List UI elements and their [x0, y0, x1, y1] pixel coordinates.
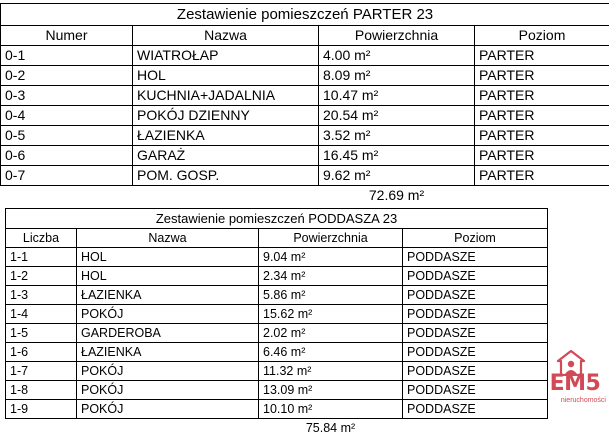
column-header-powierzchnia: Powierzchnia — [259, 229, 403, 248]
table-row — [1, 146, 609, 166]
column-header-numer: Numer — [1, 26, 133, 46]
room-area: 6.46 m² — [259, 343, 403, 362]
room-level: PARTER — [475, 66, 609, 86]
room-number: 0-1 — [1, 46, 133, 66]
table-row — [1, 86, 609, 106]
room-area: 5.86 m² — [259, 286, 403, 305]
column-header-poziom: Poziom — [475, 26, 609, 46]
room-level: PARTER — [475, 106, 609, 126]
room-level: PODDASZE — [403, 343, 548, 362]
table-row — [1, 66, 609, 86]
room-name: HOL — [133, 66, 319, 86]
room-area: 3.52 m² — [319, 126, 475, 146]
room-level: PARTER — [475, 126, 609, 146]
room-level: PODDASZE — [403, 381, 548, 400]
room-area: 2.34 m² — [259, 267, 403, 286]
table-row — [6, 381, 548, 400]
poddasze-header-row — [6, 229, 548, 248]
room-name: ŁAZIENKA — [77, 343, 259, 362]
table-row — [1, 106, 609, 126]
parter-total-area: 72.69 m² — [319, 186, 475, 206]
room-name: POKÓJ — [77, 400, 259, 419]
table-row — [6, 400, 548, 419]
total-row — [6, 419, 548, 437]
room-area: 4.00 m² — [319, 46, 475, 66]
room-number: 1-8 — [6, 381, 77, 400]
parter-table-title: Zestawienie pomieszczeń PARTER 23 — [1, 4, 609, 26]
room-number: 1-5 — [6, 324, 77, 343]
room-name: HOL — [77, 248, 259, 267]
table-row — [1, 46, 609, 66]
room-name: GARDEROBA — [77, 324, 259, 343]
room-level: PARTER — [475, 166, 609, 186]
room-level: PODDASZE — [403, 267, 548, 286]
room-name: GARAŻ — [133, 146, 319, 166]
room-number: 0-6 — [1, 146, 133, 166]
room-area: 20.54 m² — [319, 106, 475, 126]
poddasze-total-area: 75.84 m² — [259, 419, 403, 437]
room-name: WIATROŁAP — [133, 46, 319, 66]
room-level: PARTER — [475, 86, 609, 106]
room-number: 1-2 — [6, 267, 77, 286]
table-row — [6, 305, 548, 324]
room-number: 1-1 — [6, 248, 77, 267]
room-name: POKÓJ — [77, 362, 259, 381]
room-number: 1-6 — [6, 343, 77, 362]
room-number: 1-3 — [6, 286, 77, 305]
parter-header-row — [1, 26, 609, 46]
total-row — [1, 186, 609, 206]
poddasze-table-title: Zestawienie pomieszczeń PODDASZA 23 — [6, 209, 548, 229]
table-row — [6, 248, 548, 267]
table-row — [6, 343, 548, 362]
room-name: ŁAZIENKA — [77, 286, 259, 305]
room-level: PODDASZE — [403, 324, 548, 343]
room-level: PODDASZE — [403, 286, 548, 305]
room-name: POKÓJ DZIENNY — [133, 106, 319, 126]
room-area: 13.09 m² — [259, 381, 403, 400]
room-name: KUCHNIA+JADALNIA — [133, 86, 319, 106]
room-area: 10.10 m² — [259, 400, 403, 419]
room-name: POM. GOSP. — [133, 166, 319, 186]
room-area: 11.32 m² — [259, 362, 403, 381]
room-number: 0-7 — [1, 166, 133, 186]
logo-brand: EM5 — [544, 372, 606, 396]
room-area: 2.02 m² — [259, 324, 403, 343]
table-row — [6, 286, 548, 305]
room-area: 9.04 m² — [259, 248, 403, 267]
room-number: 0-2 — [1, 66, 133, 86]
poddasze-table — [5, 208, 548, 437]
room-area: 10.47 m² — [319, 86, 475, 106]
room-number: 0-3 — [1, 86, 133, 106]
room-level: PODDASZE — [403, 400, 548, 419]
room-level: PARTER — [475, 146, 609, 166]
column-header-nazwa: Nazwa — [77, 229, 259, 248]
room-area: 9.62 m² — [319, 166, 475, 186]
logo-tagline: nieruchomości — [544, 397, 606, 405]
room-number: 0-5 — [1, 126, 133, 146]
column-header-poziom: Poziom — [403, 229, 548, 248]
room-name: ŁAZIENKA — [133, 126, 319, 146]
table-row — [6, 324, 548, 343]
room-name: POKÓJ — [77, 381, 259, 400]
room-number: 1-9 — [6, 400, 77, 419]
room-level: PODDASZE — [403, 248, 548, 267]
room-number: 1-7 — [6, 362, 77, 381]
room-number: 1-4 — [6, 305, 77, 324]
room-name: POKÓJ — [77, 305, 259, 324]
room-area: 15.62 m² — [259, 305, 403, 324]
room-level: PARTER — [475, 46, 609, 66]
table-row — [1, 126, 609, 146]
room-level: PODDASZE — [403, 305, 548, 324]
column-header-nazwa: Nazwa — [133, 26, 319, 46]
em5-logo — [544, 348, 606, 410]
column-header-powierzchnia: Powierzchnia — [319, 26, 475, 46]
room-level: PODDASZE — [403, 362, 548, 381]
room-number: 0-4 — [1, 106, 133, 126]
table-row — [6, 362, 548, 381]
room-area: 8.09 m² — [319, 66, 475, 86]
room-name: HOL — [77, 267, 259, 286]
parter-table — [0, 3, 609, 205]
room-area: 16.45 m² — [319, 146, 475, 166]
column-header-liczba: Liczba — [6, 229, 77, 248]
table-row — [6, 267, 548, 286]
table-row — [1, 166, 609, 186]
